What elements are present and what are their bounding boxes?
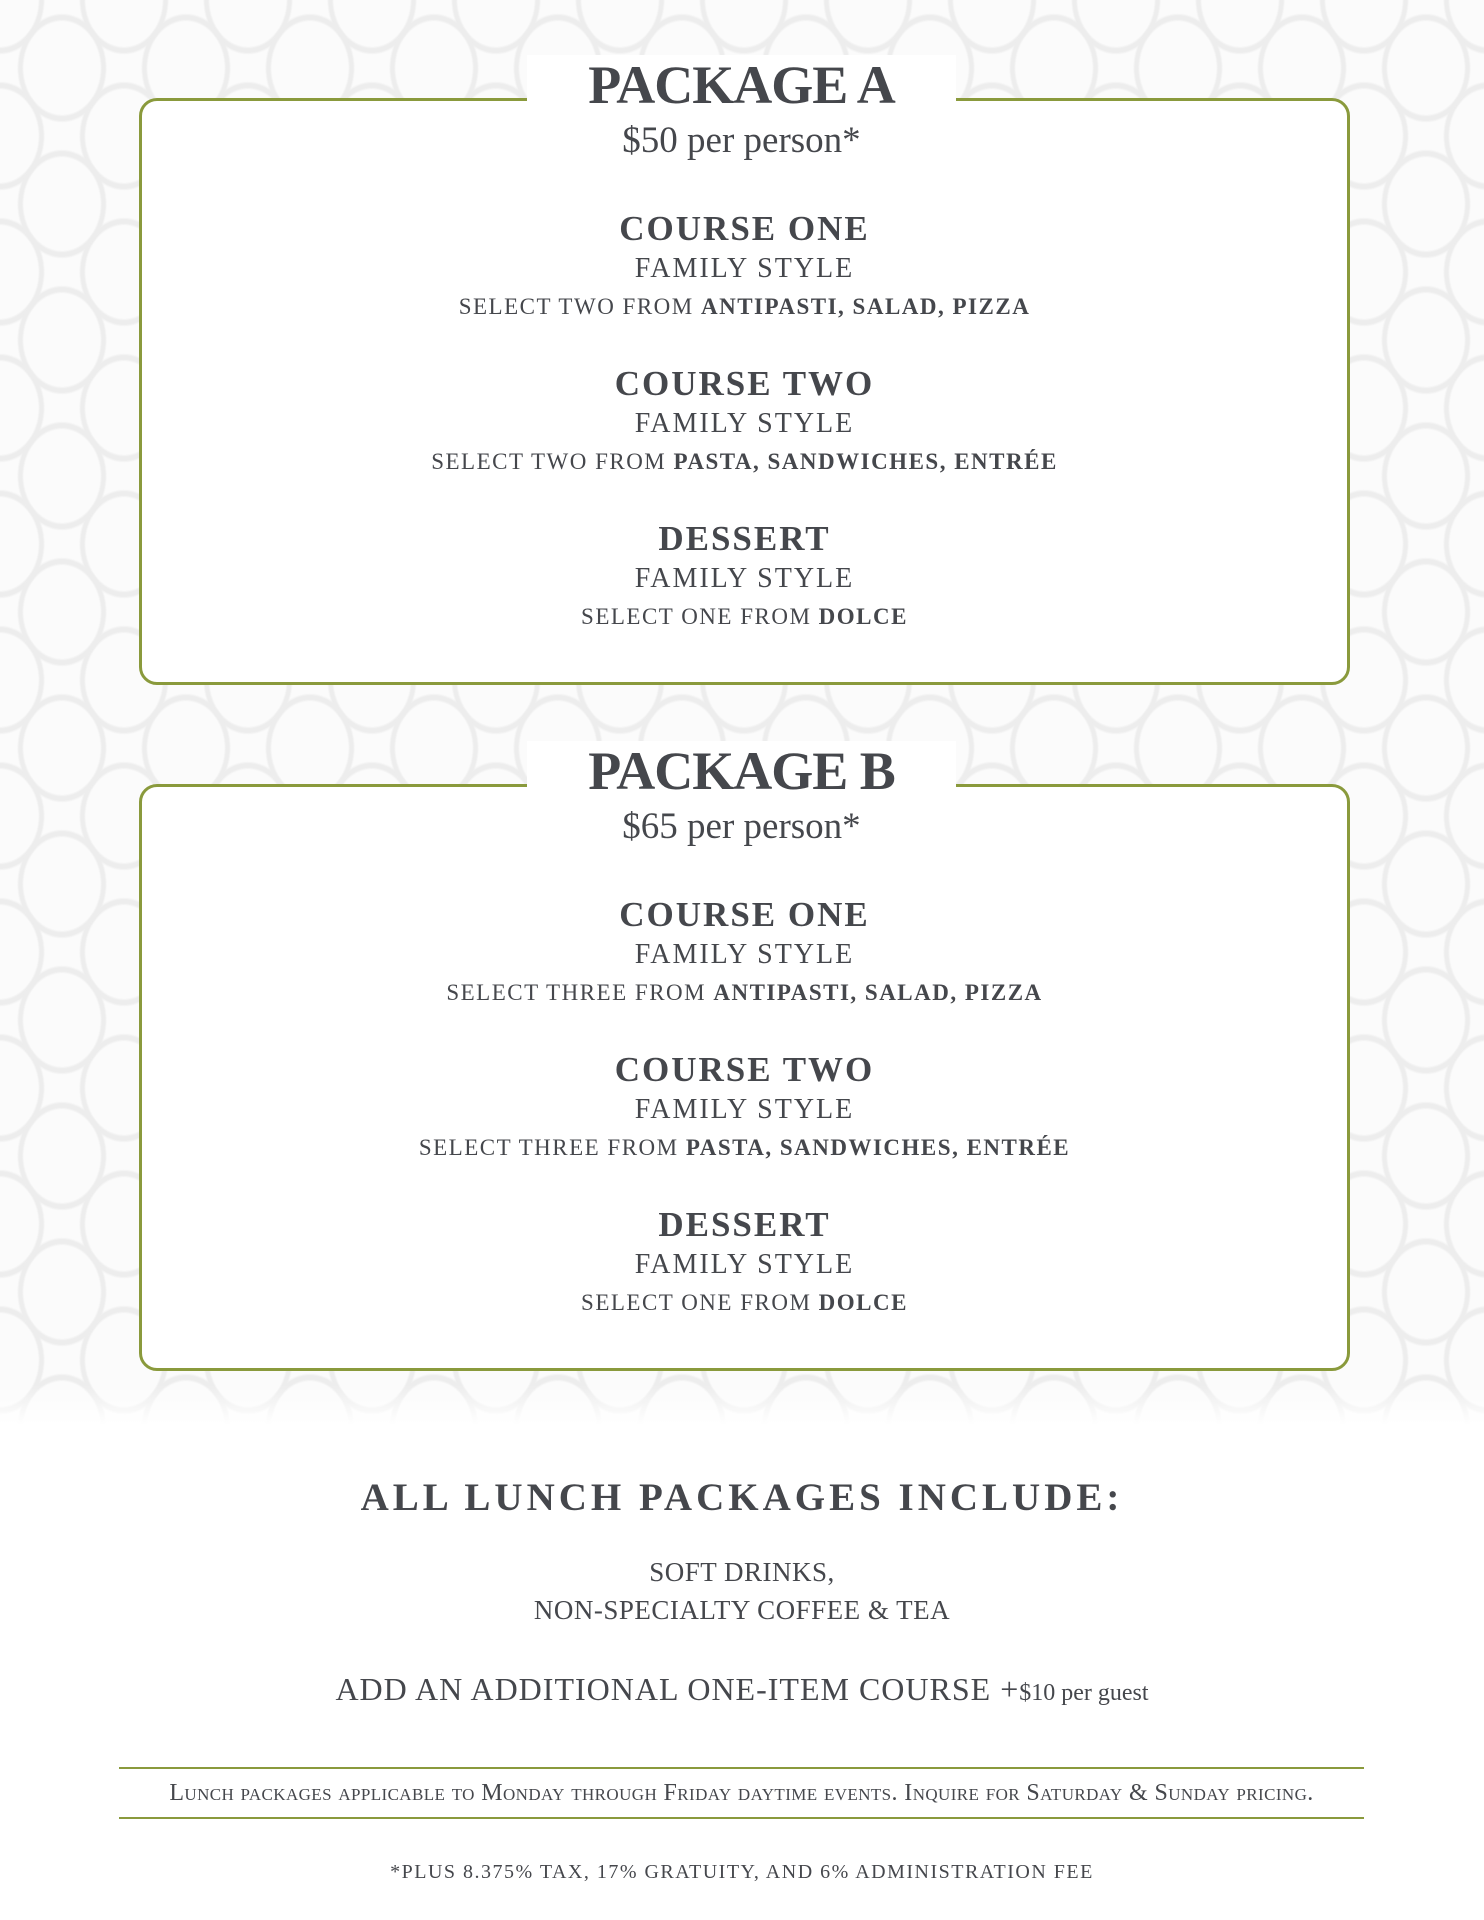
course-selection <box>142 1287 1347 1319</box>
package-a-dessert <box>142 519 1347 633</box>
selection-prefix: SELECT ONE FROM <box>581 604 819 629</box>
course-style: FAMILY STYLE <box>634 408 855 439</box>
course-name: COURSE TWO <box>614 364 875 403</box>
course-style: FAMILY STYLE <box>634 1249 855 1280</box>
includes-item: SOFT DRINKS, <box>649 1557 835 1587</box>
selection-items: ANTIPASTI, SALAD, PIZZA <box>701 294 1031 319</box>
package-b-course-one <box>142 895 1347 1009</box>
includes-item: NON-SPECIALTY COFFEE & TEA <box>533 1595 951 1625</box>
course-selection <box>142 291 1347 323</box>
addon-price: $10 per guest <box>1019 1680 1149 1706</box>
course-selection <box>142 1132 1347 1164</box>
package-b-header <box>527 741 956 849</box>
package-b-dessert <box>142 1205 1347 1319</box>
course-name: COURSE ONE <box>619 895 870 934</box>
course-name: COURSE ONE <box>619 209 870 248</box>
availability-note: Lunch packages applicable to Monday through Friday daytime events. Inquire for Saturday & Sunday pricing. <box>169 1780 1314 1806</box>
selection-prefix: SELECT TWO FROM <box>431 449 674 474</box>
course-name: DESSERT <box>658 519 831 558</box>
package-a-course-one <box>142 209 1347 323</box>
selection-items: ANTIPASTI, SALAD, PIZZA <box>713 980 1043 1005</box>
divider-bottom <box>119 1817 1364 1819</box>
selection-items: PASTA, SANDWICHES, ENTRÉE <box>685 1135 1071 1160</box>
course-selection <box>142 601 1347 633</box>
package-a-course-two <box>142 364 1347 478</box>
course-name: DESSERT <box>658 1205 831 1244</box>
course-style: FAMILY STYLE <box>634 1094 855 1125</box>
package-b-title: PACKAGE B <box>588 741 895 801</box>
selection-prefix: SELECT THREE FROM <box>418 1135 686 1160</box>
selection-prefix: SELECT TWO FROM <box>458 294 701 319</box>
course-selection <box>142 446 1347 478</box>
selection-items: DOLCE <box>818 1290 908 1315</box>
divider-top <box>119 1767 1364 1769</box>
selection-items: PASTA, SANDWICHES, ENTRÉE <box>673 449 1058 474</box>
addon-text: ADD AN ADDITIONAL ONE-ITEM COURSE + <box>335 1671 1020 1707</box>
course-style: FAMILY STYLE <box>634 939 855 970</box>
package-a-header <box>527 55 956 163</box>
fees-footnote: *PLUS 8.375% TAX, 17% GRATUITY, AND 6% ADMINISTRATION FEE <box>390 1861 1094 1883</box>
selection-prefix: SELECT ONE FROM <box>581 1290 819 1315</box>
addon-course <box>0 1667 1484 1715</box>
package-a-price: $50 per person* <box>622 120 861 161</box>
package-b-price: $65 per person* <box>622 806 861 847</box>
package-a-card <box>139 55 1350 685</box>
package-b-card <box>139 741 1350 1371</box>
course-style: FAMILY STYLE <box>634 563 855 594</box>
selection-items: DOLCE <box>818 604 908 629</box>
course-style: FAMILY STYLE <box>634 253 855 284</box>
course-name: COURSE TWO <box>614 1050 875 1089</box>
package-a-title: PACKAGE A <box>588 55 895 115</box>
course-selection <box>142 977 1347 1009</box>
selection-prefix: SELECT THREE FROM <box>446 980 714 1005</box>
includes-heading: ALL LUNCH PACKAGES INCLUDE: <box>360 1476 1124 1519</box>
package-b-course-two <box>142 1050 1347 1164</box>
